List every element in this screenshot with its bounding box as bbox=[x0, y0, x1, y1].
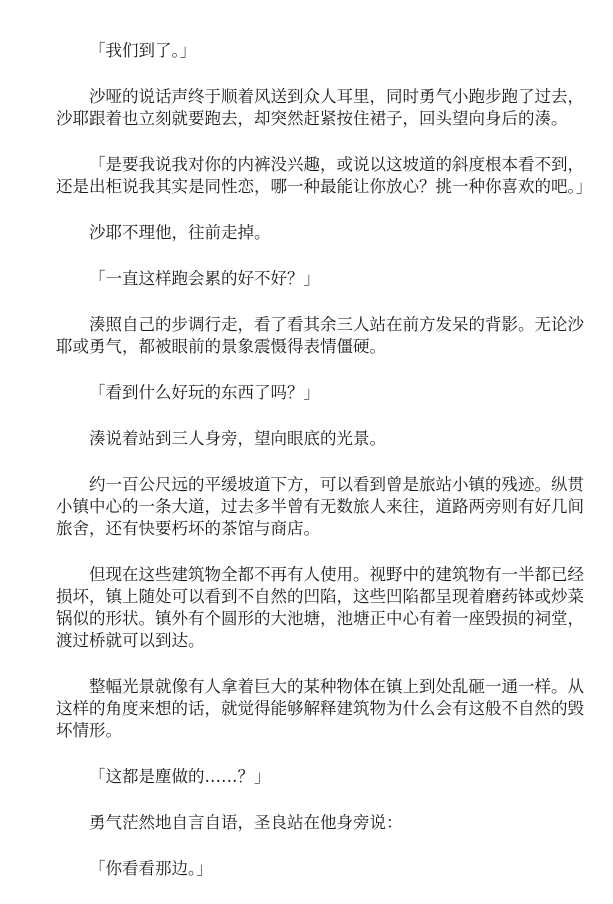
paragraph: 「这都是塵做的……？」 bbox=[89, 767, 271, 786]
paragraph: 但现在这些建筑物全都不再有人使用。视野中的建筑物有一半都已经损坏，镇上随处可以看到不自然的凹陷，这些凹陷都呈现着磨药钵或炒菜锅似的形状。镇外有个圆形的大池塘，池塘正中心有着一座毁损的祠堂，渡过桥就可以到达。 bbox=[56, 565, 584, 650]
paragraph: 整幅光景就像有人拿着巨大的某种物体在镇上到处乱砸一通一样。从这样的角度来想的话，就觉得能够解释建筑物为什么会有这般不自然的毁坏情形。 bbox=[56, 677, 584, 740]
paragraph: 「一直这样跑会累的好不好？」 bbox=[89, 269, 320, 288]
document-page bbox=[56, 40, 593, 904]
paragraph: 沙哑的说话声终于顺着风送到众人耳里，同时勇气小跑步跑了过去，沙耶跟着也立刻就要跑去，却突然赶紧按住裙子，回头望向身后的湊。 bbox=[56, 87, 584, 128]
paragraph: 勇气茫然地自言自语，圣良站在他身旁说： bbox=[89, 813, 403, 832]
paragraph: 湊照自己的步调行走，看了看其余三人站在前方发呆的背影。无论沙耶或勇气，都被眼前的景象震慑得表情僵硬。 bbox=[56, 315, 584, 356]
paragraph: 「是要我说我对你的内裤没兴趣，或说以这坡道的斜度根本看不到，还是出柜说我其实是同性恋，哪一种最能让你放心？挑一种你喜欢的吧。」 bbox=[56, 155, 593, 196]
paragraph: 「你看看那边。」 bbox=[89, 859, 213, 878]
paragraph: 沙耶不理他，往前走掉。 bbox=[89, 223, 271, 242]
paragraph: 「看到什么好玩的东西了吗？」 bbox=[89, 383, 320, 402]
paragraph: 约一百公尺远的平缓坡道下方，可以看到曾是旅站小镇的残迹。纵贯小镇中心的一条大道，过去多半曾有无数旅人来往，道路两旁则有好几间旅舍，还有快要朽坏的茶馆与商店。 bbox=[56, 475, 584, 538]
paragraph: 湊说着站到三人身旁，望向眼底的光景。 bbox=[89, 429, 386, 448]
paragraph: 「我们到了。」 bbox=[89, 41, 197, 60]
